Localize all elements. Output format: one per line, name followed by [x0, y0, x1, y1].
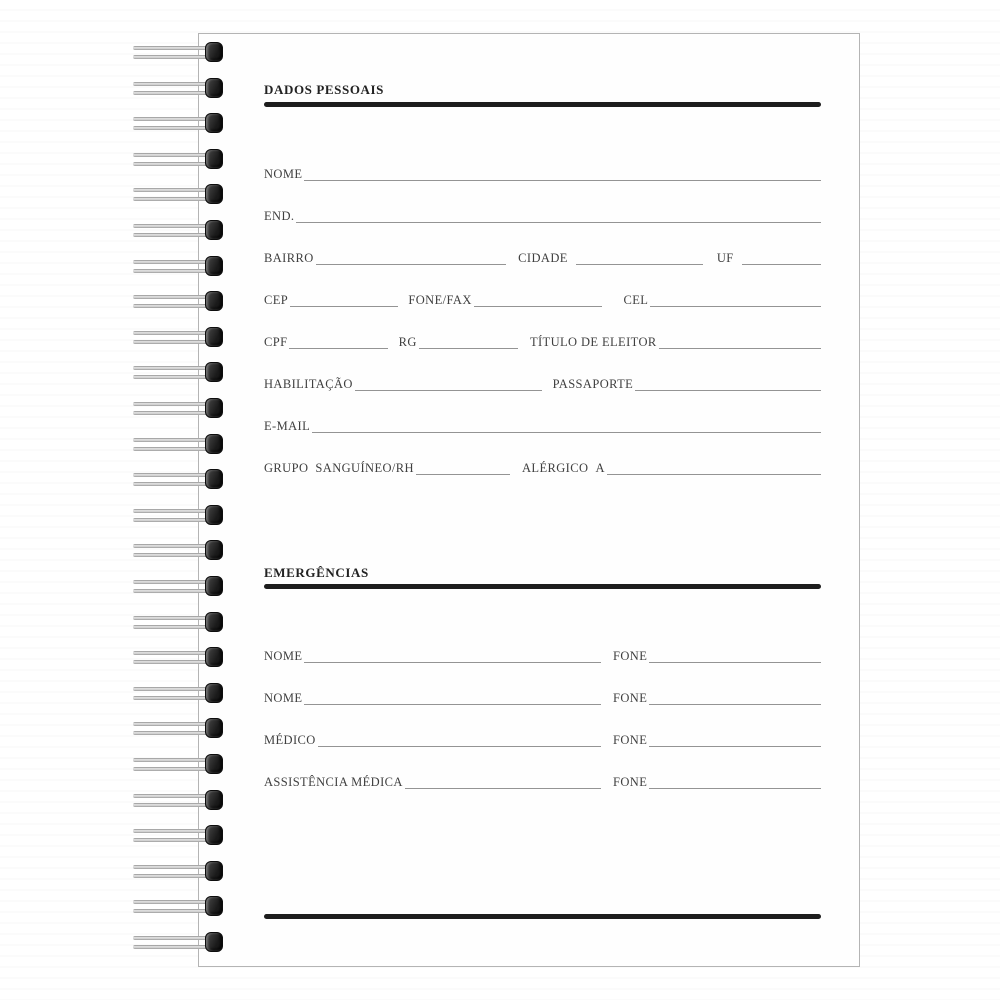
- field-line-cep: [290, 306, 398, 307]
- field-label-cep: CEP: [264, 293, 289, 307]
- field-line-bairro: [316, 264, 507, 265]
- field-label-email: E-MAIL: [264, 419, 311, 433]
- field-label-endereco: END.: [264, 209, 295, 223]
- field-label-medico: MÉDICO: [264, 733, 316, 747]
- emergency-fone-col: [613, 734, 821, 747]
- field-label-cpf: CPF: [264, 335, 288, 349]
- field-label-nome: NOME: [264, 167, 303, 181]
- field-line-emerg-nome-2: [304, 704, 601, 705]
- form-row-cep-fone-cel: [264, 290, 821, 307]
- form-row-endereco: [264, 206, 821, 223]
- form-row-nome: [264, 164, 821, 181]
- field-label-assistencia-medica: ASSISTÊNCIA MÉDICA: [264, 775, 403, 789]
- field-line-titulo-eleitor: [659, 348, 821, 349]
- form-row-medico: [264, 730, 821, 747]
- field-line-rg: [419, 348, 518, 349]
- form-row-emergencia-nome-2: [264, 688, 821, 705]
- field-label-rg: RG: [398, 335, 417, 349]
- field-line-cpf: [289, 348, 387, 349]
- notebook-page: [198, 33, 860, 967]
- section-title-emergencias: EMERGÊNCIAS: [264, 565, 369, 580]
- form-row-habilitacao-passaporte: [264, 374, 821, 391]
- form-row-sanguineo-alergico: [264, 458, 821, 475]
- field-label-habilitacao: HABILITAÇÃO: [264, 377, 353, 391]
- form-row-emergencia-nome-1: [264, 646, 821, 663]
- field-line-assistencia-fone: [649, 788, 821, 789]
- form-row-assistencia-medica: [264, 772, 821, 789]
- field-line-passaporte: [635, 390, 821, 391]
- emergency-contact-col: [264, 776, 601, 789]
- field-label-bairro: BAIRRO: [264, 251, 314, 265]
- field-label-cidade: CIDADE: [518, 251, 568, 265]
- field-label-emerg-nome-1: NOME: [264, 649, 303, 663]
- section-rule-emergencias: [264, 584, 821, 589]
- emergency-fone-col: [613, 776, 821, 789]
- field-label-assistencia-fone: FONE: [613, 775, 648, 789]
- section-rule-dados-pessoais: [264, 102, 821, 107]
- field-line-medico: [318, 746, 601, 747]
- field-label-titulo-eleitor: TÍTULO DE ELEITOR: [529, 335, 657, 349]
- field-line-cidade: [576, 264, 703, 265]
- emergency-fone-col: [613, 650, 821, 663]
- field-line-alergico: [607, 474, 821, 475]
- field-line-assistencia-medica: [405, 788, 601, 789]
- section-title-dados-pessoais: DADOS PESSOAIS: [264, 82, 385, 97]
- field-label-emerg-nome-2: NOME: [264, 691, 303, 705]
- form-row-bairro-cidade-uf: [264, 248, 821, 265]
- field-label-fone-fax: FONE/FAX: [408, 293, 472, 307]
- emergency-contact-col: [264, 692, 601, 705]
- field-label-emerg-fone-2: FONE: [613, 691, 648, 705]
- field-label-uf: UF: [716, 251, 734, 265]
- form-row-email: [264, 416, 821, 433]
- emergency-contact-col: [264, 734, 601, 747]
- field-line-endereco: [296, 222, 821, 223]
- field-label-medico-fone: FONE: [613, 733, 648, 747]
- field-label-alergico: ALÉRGICO A: [522, 461, 605, 475]
- field-line-cel: [650, 306, 821, 307]
- field-line-grupo-sanguineo: [416, 474, 510, 475]
- field-line-nome: [304, 180, 821, 181]
- field-line-fone-fax: [474, 306, 602, 307]
- field-line-email: [312, 432, 821, 433]
- field-label-grupo-sanguineo: GRUPO SANGUÍNEO/RH: [264, 461, 414, 475]
- field-label-cel: CEL: [623, 293, 649, 307]
- field-label-emerg-fone-1: FONE: [613, 649, 648, 663]
- field-line-emerg-nome-1: [304, 662, 601, 663]
- field-line-emerg-fone-1: [649, 662, 821, 663]
- bottom-rule: [264, 914, 821, 919]
- field-label-passaporte: PASSAPORTE: [552, 377, 634, 391]
- emergency-fone-col: [613, 692, 821, 705]
- field-line-emerg-fone-2: [649, 704, 821, 705]
- field-line-medico-fone: [649, 746, 821, 747]
- field-line-habilitacao: [355, 390, 542, 391]
- emergency-contact-col: [264, 650, 601, 663]
- field-line-uf: [742, 264, 821, 265]
- form-row-cpf-rg-titulo: [264, 332, 821, 349]
